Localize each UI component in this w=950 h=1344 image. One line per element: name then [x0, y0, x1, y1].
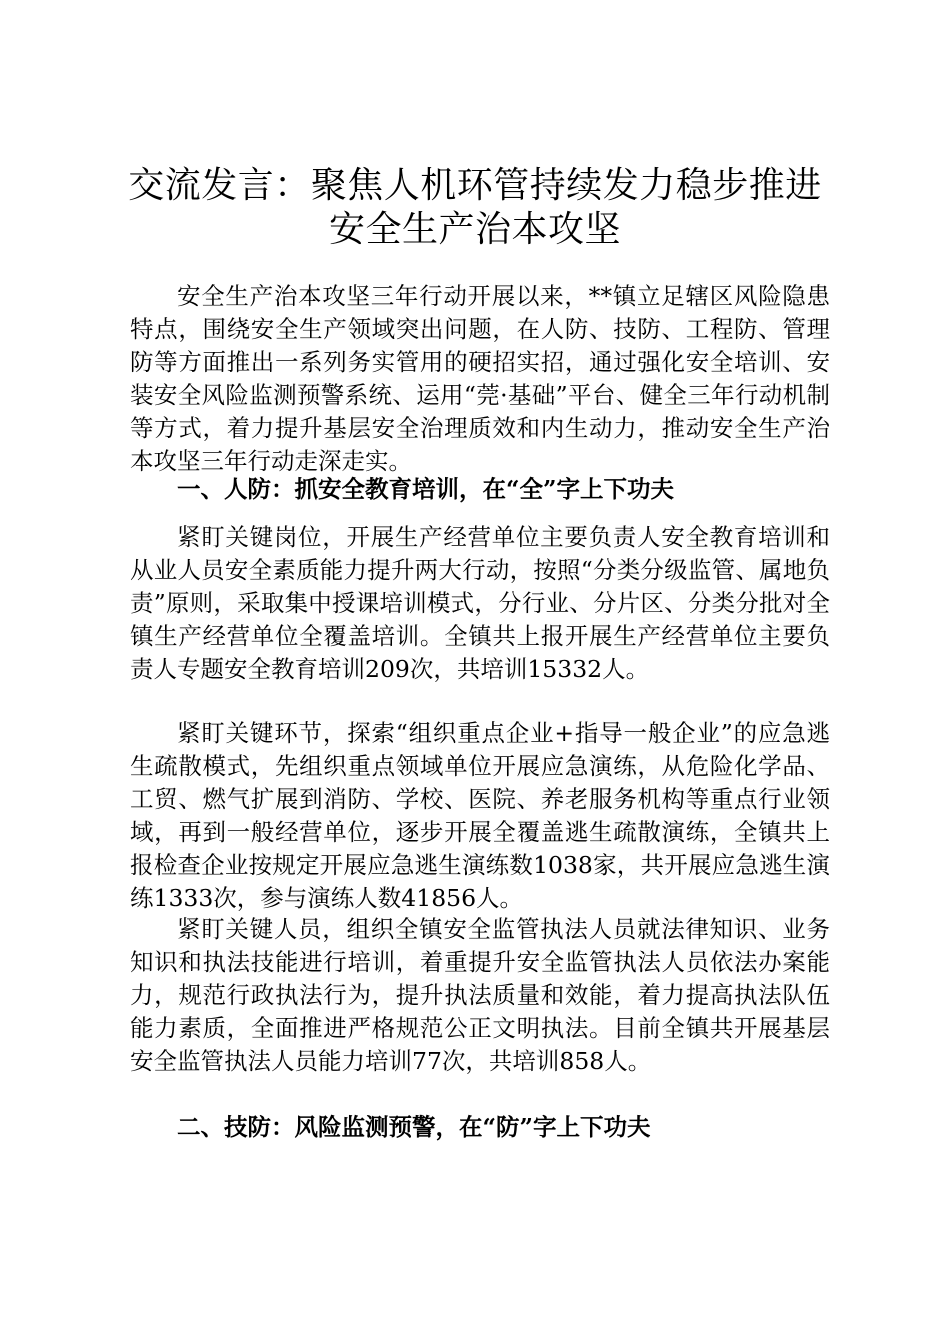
intro-paragraph: 安全生产治本攻坚三年行动开展以来，**镇立足辖区风险隐患特点，围绕安全生产领域突出问题，在人防、技防、工程防、管理防等方面推出一系列务实管用的硬招实招，通过强化安全培训、安装安全风险监测预警系统、运用“莞·基础”平台、健全三年行动机制等方式，着力提升基层安全治理质效和内生动力，推动安全生产治本攻坚三年行动走深走实。: [130, 282, 830, 475]
section-1-paragraph-2-block: [130, 717, 830, 915]
section-1-heading: 一、人防：抓安全教育培训，在“全”字上下功夫: [177, 475, 675, 503]
section-1-paragraph-1: 紧盯关键岗位，开展生产经营单位主要负责人安全教育培训和从业人员安全素质能力提升两大行动，按照“分类分级监管、属地负责”原则，采取集中授课培训模式，分行业、分片区、分类分批对全镇生产经营单位全覆盖培训。全镇共上报开展生产经营单位主要负责人专题安全教育培训209次，共培训15332人。: [130, 523, 830, 683]
section-1-paragraph-1-block: [130, 521, 830, 686]
section-1-heading-block: [130, 473, 830, 506]
intro-block: [130, 280, 830, 478]
section-1-paragraph-3: 紧盯关键人员，组织全镇安全监管执法人员就法律知识、业务知识和执法技能进行培训，着重提升安全监管执法人员依法办案能力，规范行政执法行为，提升执法质量和效能，着力提高执法队伍能力素质，全面推进严格规范公正文明执法。目前全镇共开展基层安全监管执法人员能力培训77次，共培训858人。: [130, 915, 830, 1075]
document-title: 交流发言：聚焦人机环管持续发力稳步推进安全生产治本攻坚: [128, 165, 822, 250]
section-1-paragraph-2: 紧盯关键环节，探索“组织重点企业+指导一般企业”的应急逃生疏散模式，先组织重点领域单位开展应急演练，从危险化学品、工贸、燃气扩展到消防、学校、医院、养老服务机构等重点行业领域，再到一般经营单位，逐步开展全覆盖逃生疏散演练，全镇共上报检查企业按规定开展应急逃生演练数1038家，共开展应急逃生演练1333次，参与演练人数41856人。: [130, 719, 830, 912]
section-2-heading-block: [130, 1111, 830, 1144]
section-2-heading: 二、技防：风险监测预警，在“防”字上下功夫: [177, 1113, 651, 1141]
section-1-paragraph-3-block: [130, 913, 830, 1078]
